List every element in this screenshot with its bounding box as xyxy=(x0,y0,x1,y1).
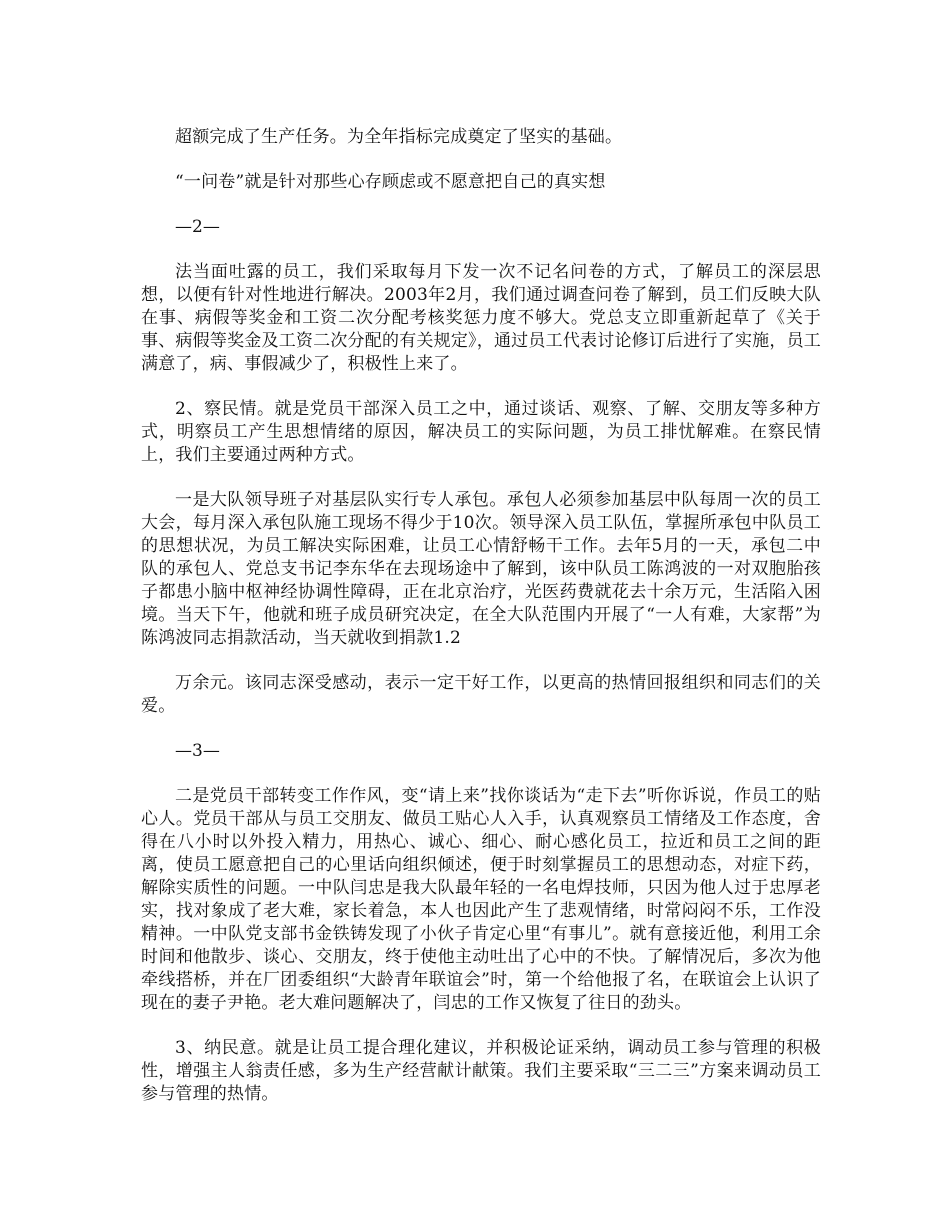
paragraph: 一是大队领导班子对基层队实行专人承包。承包人必须参加基层中队每周一次的员工大会，每月深入承包队施工现场不得少于10次。领导深入员工队伍，掌握所承包中队员工的思想状况，为员工解决实际困难，让员工心情舒畅干工作。去年5月的一天，承包二中队的承包人、党总支书记李东华在去现场途中了解到，该中队员工陈鸿波的一对双胞胎孩子都患小脑中枢神经协调性障碍，正在北京治疗，光医药费就花去十余万元，生活陷入困境。当天下午，他就和班子成员研究决定，在全大队范围内开展了“一人有难，大家帮”为陈鸿波同志捐款活动，当天就收到捐款1.2 xyxy=(141,490,821,648)
paragraph: 超额完成了生产任务。为全年指标完成奠定了坚实的基础。 xyxy=(175,127,623,147)
page-number: —3— xyxy=(175,741,220,761)
paragraph: 万余元。该同志深受感动，表示一定干好工作，以更高的热情回报组织和同志们的关爱。 xyxy=(141,673,821,716)
paragraph: 法当面吐露的员工，我们采取每月下发一次不记名问卷的方式，了解员工的深层思想，以便有针对性地进行解决。2003年2月，我们通过调查问卷了解到，员工们反映大队在事、病假等奖金和工资二次分配考核奖惩力度不够大。党总支立即重新起草了《关于事、病假等奖金及工资二次分配的有关规定》，通过员工代表讨论修订后进行了实施，员工满意了，病、事假减少了，积极性上来了。 xyxy=(141,262,821,374)
paragraph: 二是党员干部转变工作作风，变“请上来”找你谈话为“走下去”听你诉说，作员工的贴心人。党员干部从与员工交朋友、做员工贴心人入手，认真观察员工情绪及工作态度，舍得在八小时以外投入精力，用热心、诚心、细心、耐心感化员工，拉近和员工之间的距离，使员工愿意把自己的心里话向组织倾述，便于时刻掌握员工的思想动态，对症下药，解除实质性的问题。一中队闫忠是我大队最年轻的一名电焊技师，只因为他人过于忠厚老实，找对象成了老大难，家长着急，本人也因此产生了悲观情绪，时常闷闷不乐，工作没精神。一中队党支部书金铁铸发现了小伙子肯定心里“有事儿”。就有意接近他，利用工余时间和他散步、谈心、交朋友，终于使他主动吐出了心中的不快。了解情况后，多次为他牵线搭桥，并在厂团委组织“大龄青年联谊会”时，第一个给他报了名，在联谊会上认识了现在的妻子尹艳。老大难问题解决了，闫忠的工作又恢复了往日的劲头。 xyxy=(141,786,821,1013)
paragraph: 3、纳民意。就是让员工提合理化建议，并积极论证采纳，调动员工参与管理的积极性，增强主人翁责任感，多为生产经营献计献策。我们主要采取“三二三”方案来调动员工参与管理的热情。 xyxy=(141,1038,821,1104)
page-number: —2— xyxy=(175,217,220,237)
paragraph: 2、察民情。就是党员干部深入员工之中，通过谈话、观察、了解、交朋友等多种方式，明察员工产生思想情绪的原因，解决员工的实际问题，为员工排忧解难。在察民情上，我们主要通过两种方式。 xyxy=(141,399,821,465)
document-body xyxy=(141,126,821,1128)
paragraph: “一问卷”就是针对那些心存顾虑或不愿意把自己的真实想 xyxy=(175,172,606,192)
